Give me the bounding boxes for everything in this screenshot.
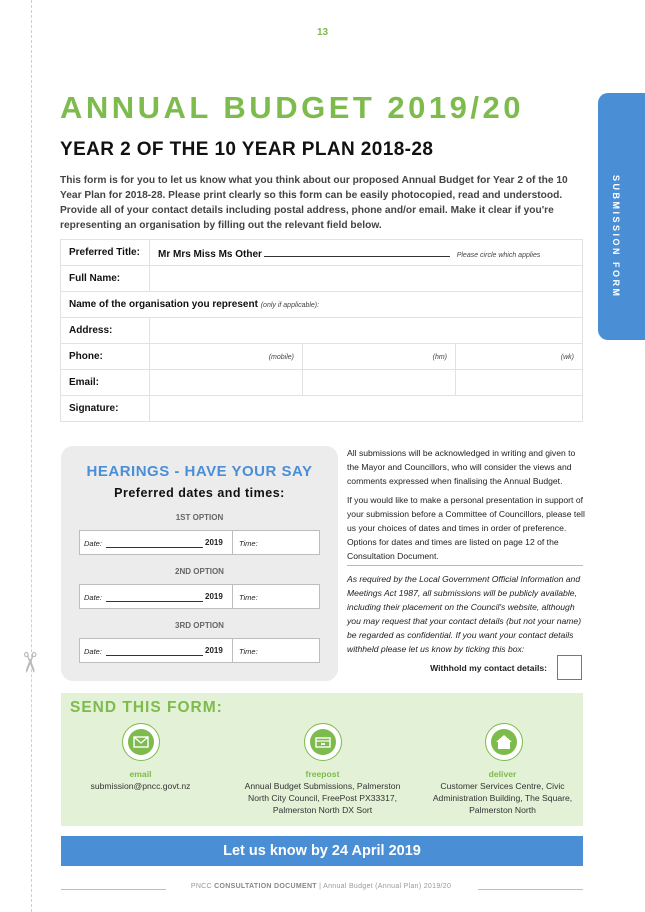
send-title: SEND THIS FORM: bbox=[70, 699, 223, 716]
option-1-date-label: Date: bbox=[84, 539, 102, 548]
option-1-time-label: Time: bbox=[239, 539, 258, 548]
presentation-paragraph: If you would like to make a personal presentation in support of your submission before a Committee of Councillors, please tell us your choices of dates and times in order of preference. Options for dates and times are listed on page 12 of the Consultation Document. bbox=[347, 495, 585, 561]
email-field-3[interactable] bbox=[456, 370, 583, 396]
full-name-label: Full Name: bbox=[61, 266, 150, 292]
mailbox-icon bbox=[304, 723, 342, 761]
perforation-line bbox=[31, 0, 32, 912]
hearings-title: HEARINGS - HAVE YOUR SAY bbox=[86, 463, 313, 480]
signature-label: Signature: bbox=[61, 396, 150, 422]
deliver-heading: deliver bbox=[488, 769, 517, 779]
freepost-column bbox=[235, 768, 410, 816]
option-1-divider bbox=[232, 531, 233, 554]
page-number: 13 bbox=[316, 27, 329, 38]
footer-tail: Annual Budget (Annual Plan) 2019/20 bbox=[323, 883, 452, 890]
option-2-label: 2ND OPTION bbox=[175, 567, 224, 576]
preferred-title-field[interactable] bbox=[150, 240, 583, 266]
house-icon bbox=[485, 723, 523, 761]
contact-form bbox=[60, 239, 583, 422]
deliver-column bbox=[415, 768, 590, 816]
option-2-box[interactable] bbox=[79, 584, 320, 609]
phone-home-hint: (hm) bbox=[432, 354, 447, 361]
option-3-time-label: Time: bbox=[239, 647, 258, 656]
organisation-field[interactable] bbox=[61, 292, 583, 318]
footer-org: PNCC bbox=[190, 883, 212, 890]
option-3-box[interactable] bbox=[79, 638, 320, 663]
address-label: Address: bbox=[61, 318, 150, 344]
email-label: Email: bbox=[61, 370, 150, 396]
envelope-icon bbox=[122, 723, 160, 761]
footer-separator: | bbox=[319, 883, 322, 890]
phone-mobile-hint: (mobile) bbox=[268, 354, 294, 361]
option-2-time-label: Time: bbox=[239, 593, 258, 602]
phone-label: Phone: bbox=[61, 344, 150, 370]
page-subtitle: YEAR 2 OF THE 10 YEAR PLAN 2018-28 bbox=[60, 139, 434, 160]
other-title-line[interactable] bbox=[264, 246, 450, 257]
privacy-paragraph: As required by the Local Government Official Information and Meetings Act 1987, all submissions will be publicly available, including their placement on the Council's website, although you may request that your contact details (but not your name) be regarded as confidential. If you want your contact details withheld please let us know by ticking this box: bbox=[347, 574, 582, 654]
phone-work-field[interactable] bbox=[456, 344, 583, 370]
deadline-banner: Let us know by 24 April 2019 bbox=[61, 836, 583, 866]
footer-doc: CONSULTATION DOCUMENT bbox=[214, 883, 317, 890]
side-tab bbox=[598, 93, 645, 340]
email-heading: email bbox=[129, 769, 152, 779]
info-divider bbox=[347, 565, 583, 566]
scissors-icon: ✂ bbox=[14, 650, 46, 675]
phone-mobile-field[interactable] bbox=[150, 344, 303, 370]
send-form-panel bbox=[61, 693, 583, 826]
option-3-date-field[interactable] bbox=[106, 655, 203, 656]
side-tab-label: SUBMISSION FORM bbox=[611, 175, 621, 299]
hearings-panel bbox=[61, 446, 338, 681]
option-1-box[interactable] bbox=[79, 530, 320, 555]
footer bbox=[166, 883, 476, 890]
option-3-year: 2019 bbox=[205, 646, 223, 655]
withhold-label: Withhold my contact details: bbox=[430, 663, 547, 673]
freepost-address: Annual Budget Submissions, Palmerston North City Council, FreePost PX33317, Palmerston North DX Sort bbox=[244, 781, 401, 815]
option-2-divider bbox=[232, 585, 233, 608]
footer-rule-left bbox=[61, 889, 166, 890]
option-3-date-label: Date: bbox=[84, 647, 102, 656]
email-address[interactable]: submission@pncc.govt.nz bbox=[90, 781, 191, 791]
title-options[interactable]: Mr Mrs Miss Ms Other bbox=[158, 248, 262, 260]
freepost-heading: freepost bbox=[305, 769, 340, 779]
footer-rule-right bbox=[478, 889, 583, 890]
hearings-subtitle: Preferred dates and times: bbox=[114, 486, 285, 500]
phone-home-field[interactable] bbox=[303, 344, 456, 370]
option-1-year: 2019 bbox=[205, 538, 223, 547]
option-2-year: 2019 bbox=[205, 592, 223, 601]
acknowledgement-paragraph: All submissions will be acknowledged in writing and given to the Mayor and Councillors, who will consider the views and comments expressed when finalising the Annual Budget. bbox=[347, 448, 576, 486]
email-field-2[interactable] bbox=[303, 370, 456, 396]
option-3-divider bbox=[232, 639, 233, 662]
option-2-date-field[interactable] bbox=[106, 601, 203, 602]
deliver-address: Customer Services Centre, Civic Administration Building, The Square, Palmerston North bbox=[432, 781, 573, 815]
address-field[interactable] bbox=[150, 318, 583, 344]
email-field-1[interactable] bbox=[150, 370, 303, 396]
option-3-label: 3RD OPTION bbox=[175, 621, 224, 630]
withhold-checkbox[interactable] bbox=[557, 655, 582, 680]
organisation-hint: (only if applicable): bbox=[260, 302, 320, 309]
organisation-label: Name of the organisation you represent bbox=[69, 299, 258, 310]
full-name-field[interactable] bbox=[150, 266, 583, 292]
option-2-date-label: Date: bbox=[84, 593, 102, 602]
intro-paragraph: This form is for you to let us know what you think about our proposed Annual Budget for Year 2 of the 10 Year Plan for 2018-28. Please print clearly so this form can be easily photocopied, read and understood. Provide all of your contact details including postal address, phone and/or email. Make it clear if you're representing an organisation by filling out the relevant field below. bbox=[60, 175, 568, 231]
option-1-label: 1ST OPTION bbox=[175, 513, 224, 522]
email-column bbox=[53, 768, 228, 792]
preferred-title-label: Preferred Title: bbox=[61, 240, 150, 266]
title-hint: Please circle which applies bbox=[456, 251, 541, 259]
option-1-date-field[interactable] bbox=[106, 547, 203, 548]
phone-work-hint: (wk) bbox=[560, 354, 574, 361]
page-title: ANNUAL BUDGET 2019/20 bbox=[60, 90, 524, 125]
signature-field[interactable] bbox=[150, 396, 583, 422]
